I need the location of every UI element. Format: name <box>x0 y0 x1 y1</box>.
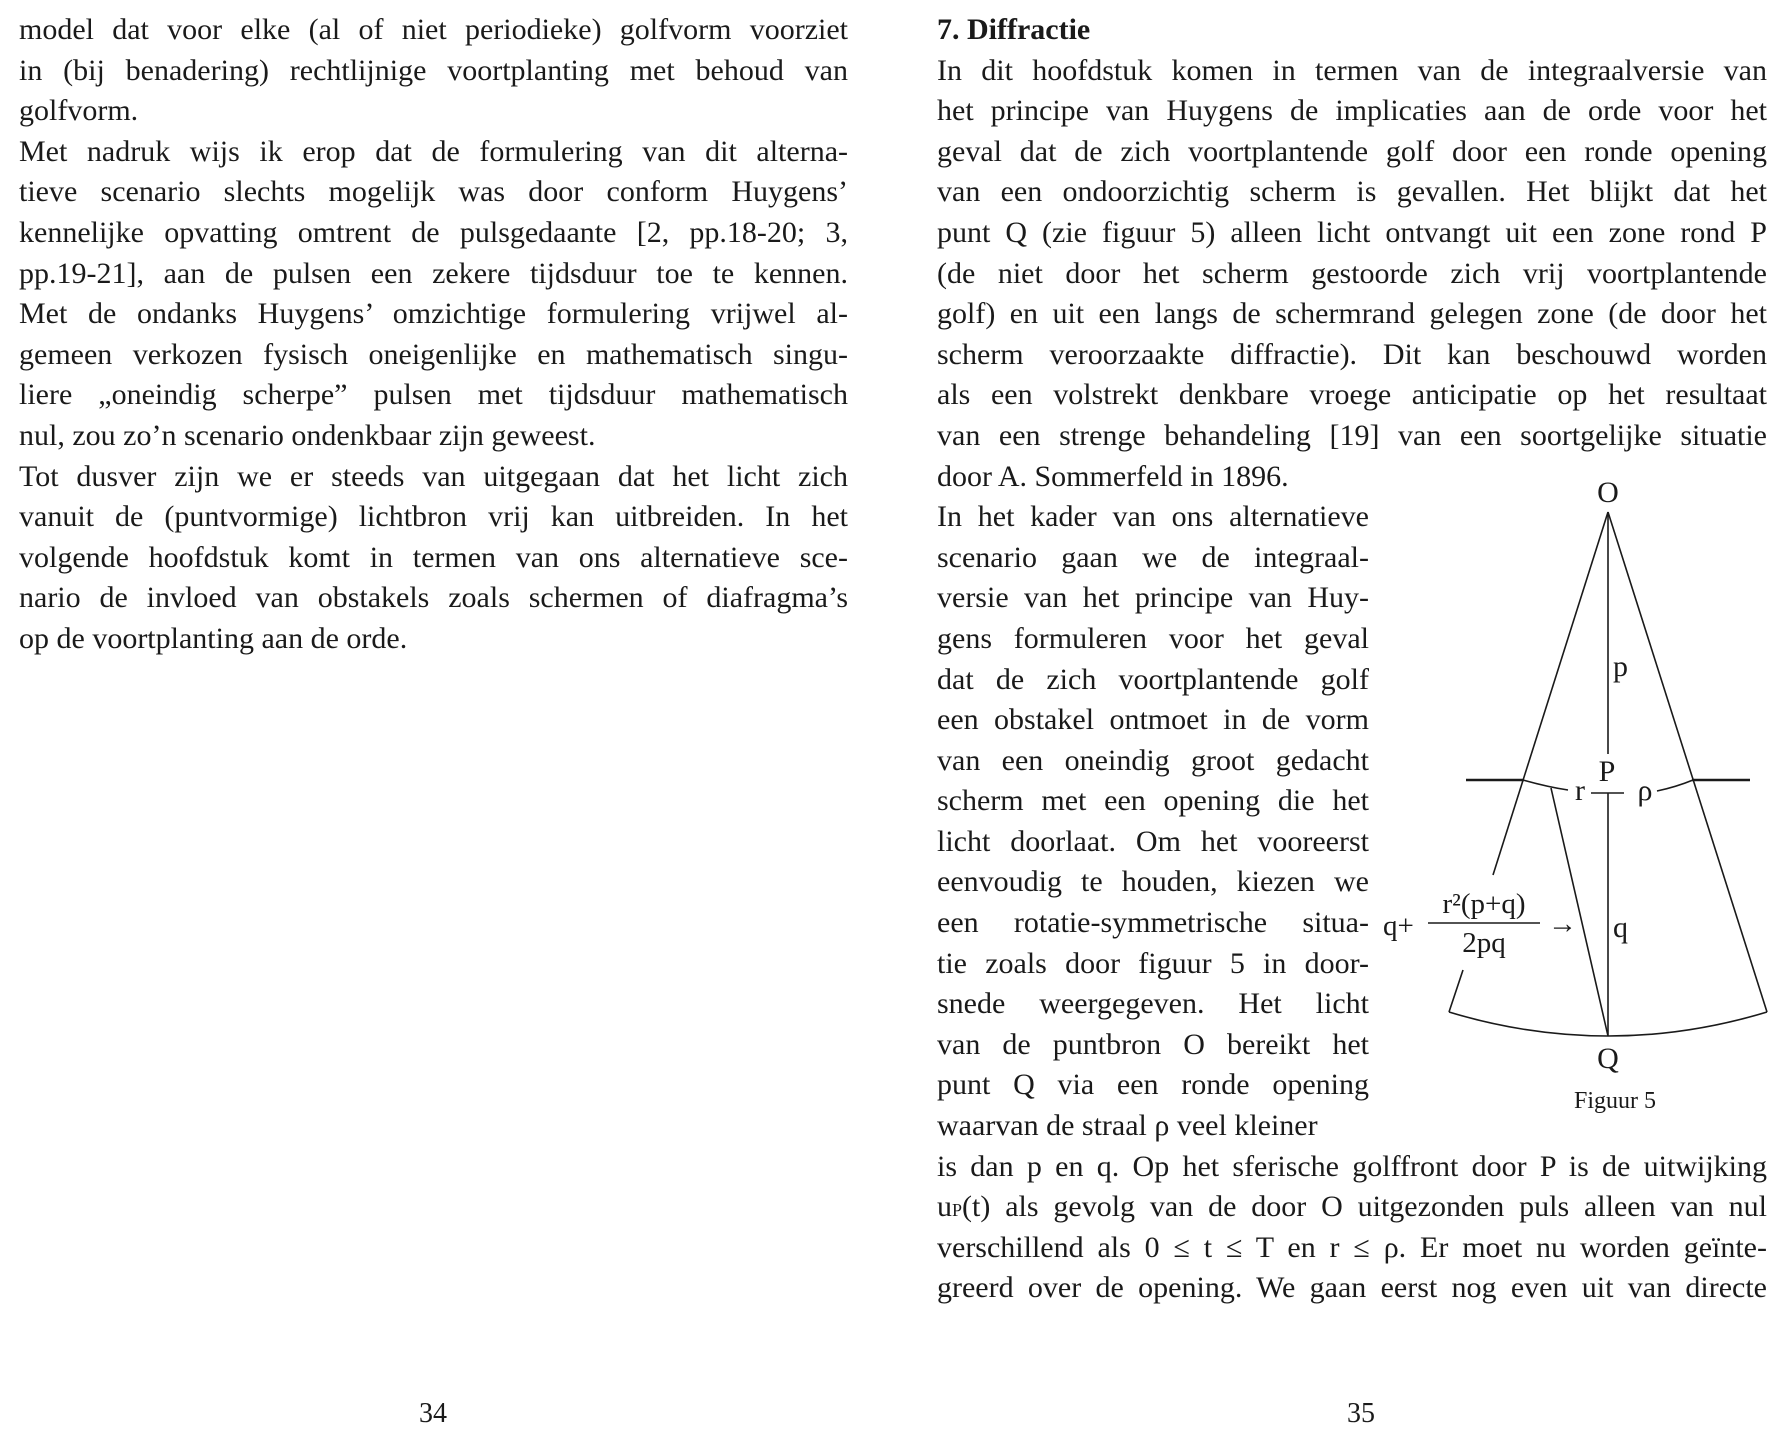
text-line: waarvan de straal ρ veel kleiner <box>937 1109 1318 1143</box>
formula-prefix: q+ <box>1383 910 1414 942</box>
text-line: geval dat de zich voortplantende golf door een ronde opening <box>937 134 1767 168</box>
text-line: (de niet door het scherm gestoorde zich vrij voortplantende <box>937 256 1767 290</box>
text-line: door A. Sommerfeld in 1896. <box>937 459 1289 493</box>
text-line: In het kader van ons alternatieve <box>937 500 1369 534</box>
text-line: volgende hoofdstuk komt in termen van ons alternatieve sce- <box>19 540 848 574</box>
text-line: kennelijke opvatting omtrent de pulsgedaante [2, pp.18-20; 3, <box>19 215 848 249</box>
text-line: gens formuleren voor het geval <box>937 621 1369 655</box>
paragraph <box>937 51 1767 498</box>
text-line: Met nadruk wijs ik erop dat de formulering van dit alterna- <box>19 134 848 168</box>
text-line: verschillend als 0 ≤ t ≤ T en r ≤ ρ. Er moet nu worden geïnte- <box>937 1230 1767 1264</box>
text-line: model dat voor elke (al of niet periodieke) golfvorm voorziet <box>19 13 848 46</box>
label-source-o: O <box>1597 476 1619 509</box>
text-line: gemeen verkozen fysisch oneigenlijke en mathematisch singu- <box>19 337 848 371</box>
text-line: op de voortplanting aan de orde. <box>19 621 408 655</box>
text-line: in (bij benadering) rechtlijnige voortplanting met behoud van <box>19 53 848 87</box>
page-number-left: 34 <box>419 1398 447 1429</box>
text-line: Tot dusver zijn we er steeds van uitgegaan dat het licht zich <box>19 459 848 493</box>
left-page-column <box>19 10 848 660</box>
text-line: dat de zich voortplantende golf <box>937 662 1369 696</box>
figure-5-diagram <box>1370 470 1790 1120</box>
text-line: versie van het principe van Huy- <box>937 581 1369 615</box>
figure-5 <box>1370 470 1790 1120</box>
text-line: snede weergegeven. Het licht <box>937 987 1369 1021</box>
wavefront-left <box>1523 780 1568 790</box>
text-line: vanuit de (puntvormige) lichtbron vrij kan uitbreiden. In het <box>19 500 848 534</box>
label-radius-r: r <box>1575 774 1585 807</box>
text-line: punt Q via een ronde opening <box>937 1068 1369 1102</box>
text-segment: u <box>937 1190 952 1224</box>
text-line: nario de invloed van obstakels zoals schermen of diafragma’s <box>19 581 848 615</box>
text-line: is dan p en q. Op het sferische golffront door P is de uitwijking <box>937 1149 1767 1183</box>
text-line: nul, zou zo’n scenario ondenkbaar zijn geweest. <box>19 418 596 452</box>
text-line: een obstakel ontmoet in de vorm <box>937 703 1369 737</box>
text-line: scherm veroorzaakte diffractie). Dit kan beschouwd worden <box>937 337 1767 371</box>
wavefront-right <box>1657 780 1693 791</box>
text-line: tie zoals door figuur 5 in door- <box>937 946 1369 980</box>
text-line: een rotatie-symmetrische situa- <box>937 906 1369 940</box>
text-line: golf) en uit een langs de schermrand gelegen zone (de door het <box>937 297 1767 331</box>
paragraph <box>937 1147 1767 1309</box>
text-line <box>937 1187 1767 1228</box>
text-line: van de puntbron O bereikt het <box>937 1027 1369 1061</box>
paragraph <box>19 132 848 457</box>
text-line: van een strenge behandeling [19] van een soortgelijke situatie <box>937 418 1767 452</box>
text-line: liere „oneindig scherpe” pulsen met tijdsduur mathematisch <box>19 378 848 412</box>
formula-denominator: 2pq <box>1462 927 1506 959</box>
text-line: Met de ondanks Huygens’ omzichtige formulering vrijwel al- <box>19 297 848 331</box>
text-line: tieve scenario slechts mogelijk was door conform Huygens’ <box>19 175 848 209</box>
paragraph <box>19 457 848 660</box>
text-line: licht doorlaat. Om het vooreerst <box>937 824 1369 858</box>
text-line: als een volstrekt denkbare vroege anticipatie op het resultaat <box>937 378 1767 412</box>
cone-left-lower <box>1449 970 1463 1012</box>
formula-numerator: r²(p+q) <box>1442 888 1526 920</box>
text-segment: (t) als gevolg van de door O uitgezonden puls alleen van nul <box>962 1190 1767 1224</box>
label-distance-p: p <box>1613 650 1628 683</box>
text-line: van een ondoorzichtig scherm is gevallen. Het blijkt dat het <box>937 175 1767 209</box>
text-line: punt Q (zie figuur 5) alleen licht ontvangt uit een zone rond P <box>937 215 1767 249</box>
cone-right <box>1608 512 1767 1012</box>
page-number-right: 35 <box>1347 1398 1375 1429</box>
text-line: scenario gaan we de integraal- <box>937 540 1369 574</box>
label-distance-q: q <box>1613 911 1628 944</box>
text-line: greerd over de opening. We gaan eerst nog even uit van directe <box>937 1271 1767 1305</box>
paragraph <box>19 10 848 132</box>
label-point-q: Q <box>1597 1042 1619 1075</box>
text-line: het principe van Huygens de implicaties aan de orde voor het <box>937 94 1767 128</box>
subscript: P <box>952 1200 963 1221</box>
text-line: scherm met een opening die het <box>937 784 1369 818</box>
label-point-p: P <box>1598 755 1616 788</box>
text-line: eenvoudig te houden, kiezen we <box>937 865 1369 899</box>
text-line: In dit hoofdstuk komen in termen van de integraalversie van <box>937 53 1767 87</box>
label-radius-rho: ρ <box>1637 774 1653 807</box>
cone-left-upper <box>1493 512 1608 875</box>
text-line: pp.19-21], aan de pulsen een zekere tijdsduur toe te kennen. <box>19 256 848 290</box>
section-heading: 7. Diffractie <box>937 13 1091 46</box>
arrow-icon: → <box>1548 908 1577 940</box>
figure-caption: Figuur 5 <box>1573 1088 1657 1114</box>
text-line: van een oneindig groot gedacht <box>937 743 1369 777</box>
text-line: golfvorm. <box>19 94 139 128</box>
